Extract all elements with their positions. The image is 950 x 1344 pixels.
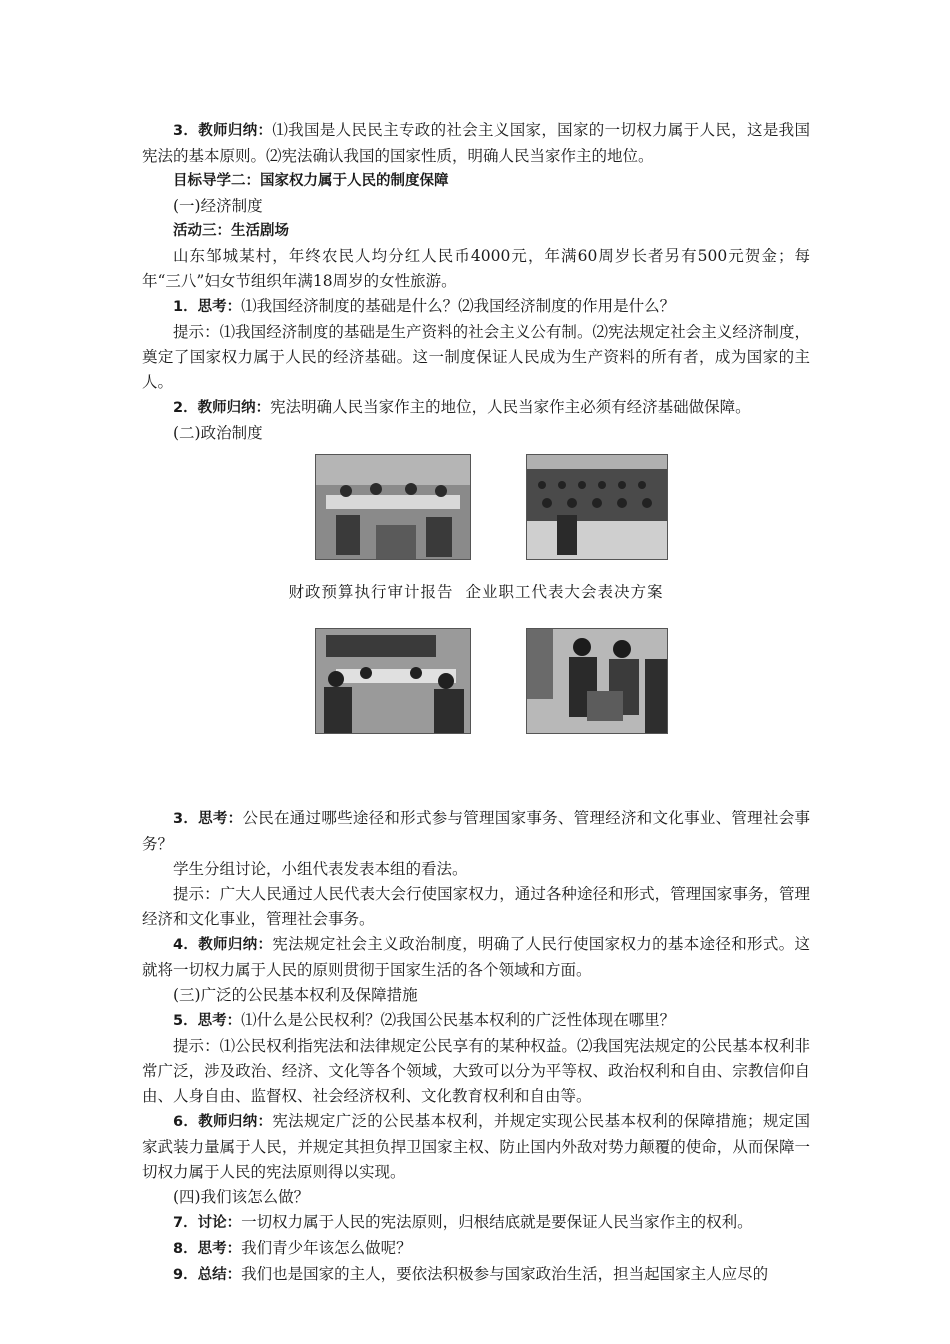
subheading-political: (二)政治制度: [173, 424, 263, 442]
question-5: 5．思考：⑴什么是公民权利？⑵我国公民基本权利的广泛性体现在哪里？: [173, 1011, 676, 1029]
teacher-summary-3: 3．教师归纳：⑴我国是人民民主专政的社会主义国家，国家的一切权力属于人民，这是我国宪法的基本原则。⑵宪法确认我国的国家性质，明确人民当家作主的地位。: [142, 121, 810, 165]
scenario-text: 山东邹城某村，年终农民人均分红人民币4000元，年满60周岁长者另有500元贺金；每年“三八”妇女节组织年满18周岁的女性旅游。: [142, 247, 810, 290]
summary-9: 9．总结：我们也是国家的主人，要依法积极参与国家政治生活，担当起国家主人应尽的: [173, 1265, 769, 1283]
hint-1: 提示：⑴我国经济制度的基础是生产资料的社会主义公有制。⑵宪法规定社会主义经济制度，奠定了国家权力属于人民的经济基础。这一制度保证人民成为生产资料的所有者，成为国家的主人。: [142, 323, 810, 391]
meeting-photo-3: [315, 628, 471, 734]
teacher-summary-2: 2．教师归纳：宪法明确人民当家作主的地位，人民当家作主必须有经济基础做保障。: [173, 398, 751, 416]
question-3: 3．思考：公民在通过哪些途径和形式参与管理国家事务、管理经济和文化事业、管理社会事务？: [142, 809, 810, 853]
question-1: 1．思考：⑴我国经济制度的基础是什么？⑵我国经济制度的作用是什么？: [173, 297, 676, 315]
caption-1: 财政预算执行审计报告: [288, 583, 454, 601]
meeting-photo-4: [526, 628, 668, 734]
meeting-photo-1: [315, 454, 471, 560]
photo-grid: [142, 448, 810, 766]
meeting-photo-2: [526, 454, 668, 560]
caption-2: 企业职工代表大会表决方案: [465, 583, 664, 601]
photo-captions: [142, 580, 810, 605]
question-8: 8．思考：我们青少年该怎么做呢？: [173, 1239, 412, 1257]
document-page: [142, 118, 810, 1288]
discussion-7: 7．讨论：一切权力属于人民的宪法原则，归根结底就是要保证人民当家作主的权利。: [173, 1213, 753, 1231]
subheading-economic: (一)经济制度: [173, 197, 263, 215]
subheading-what-to-do: (四)我们该怎么做？: [173, 1188, 310, 1206]
teacher-summary-6: 6．教师归纳：宪法规定广泛的公民基本权利，并规定实现公民基本权利的保障措施；规定国家武装力量属于人民，并规定其担负捍卫国家主权、防止国内外敌对势力颠覆的使命，从而保障一切权力属于人民的宪法原则得以实现。: [142, 1112, 810, 1181]
goal-heading-2: 目标导学二：国家权力属于人民的制度保障: [173, 173, 449, 189]
group-discussion: 学生分组讨论，小组代表发表本组的看法。: [173, 860, 468, 878]
activity-heading: 活动三：生活剧场: [173, 223, 289, 239]
hint-5: 提示：⑴公民权利指宪法和法律规定公民享有的某种权益。⑵我国宪法规定的公民基本权利非常广泛，涉及政治、经济、文化等各个领域，大致可以分为平等权、政治权利和自由、宗教信仰自由、人身自由、监督权、社会经济权利、文化教育权利和自由等。: [142, 1037, 810, 1105]
hint-3: 提示：广大人民通过人民代表大会行使国家权力，通过各种途径和形式，管理国家事务，管理经济和文化事业，管理社会事务。: [142, 885, 810, 928]
subheading-rights: (三)广泛的公民基本权利及保障措施: [173, 986, 418, 1004]
teacher-summary-4: 4．教师归纳：宪法规定社会主义政治制度，明确了人民行使国家权力的基本途径和形式。这就将一切权力属于人民的原则贯彻于国家生活的各个领域和方面。: [142, 935, 810, 979]
